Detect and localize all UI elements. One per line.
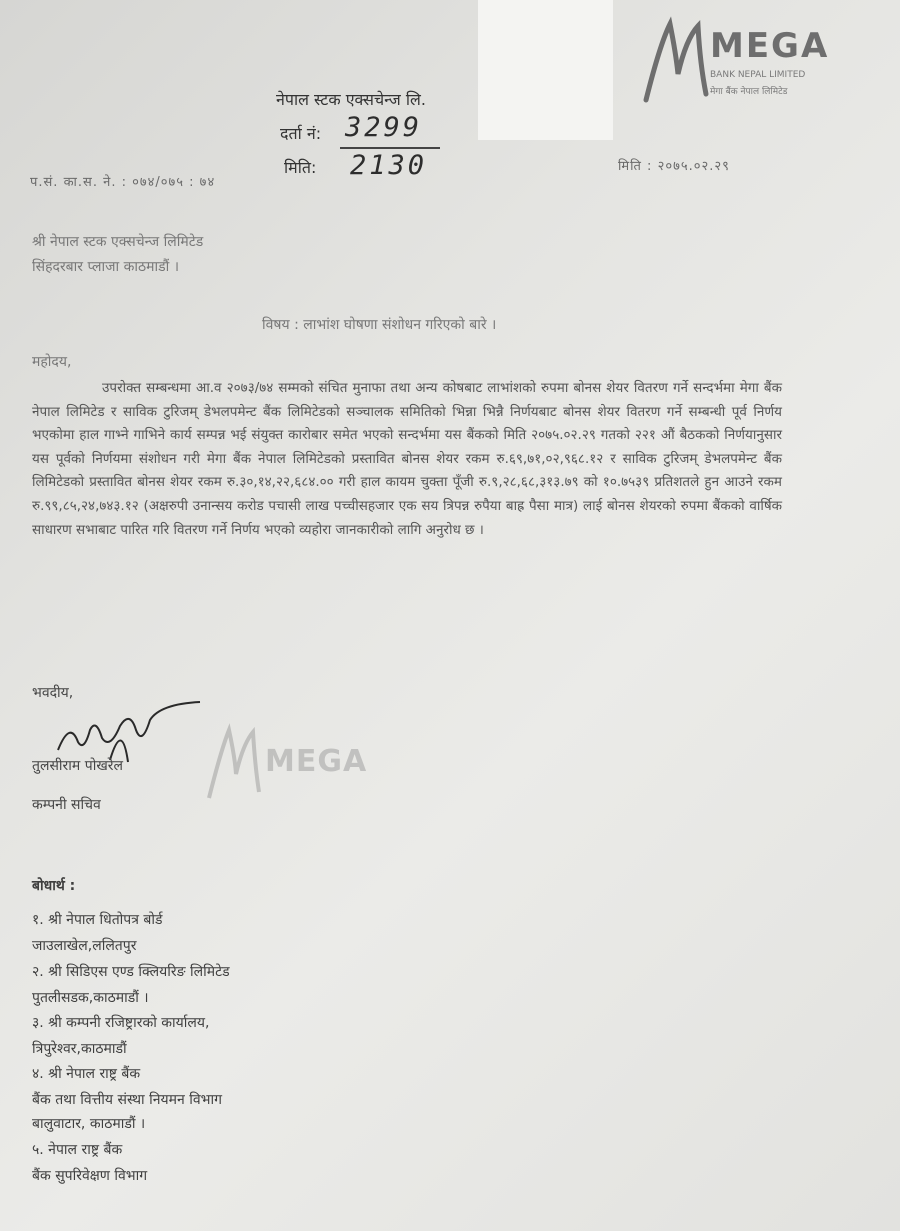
cc-item-1-line1: १. श्री नेपाल धितोपत्र बोर्ड	[32, 912, 163, 928]
letter-date: मिति : २०७५.०२.२९	[618, 159, 730, 174]
bank-logo	[640, 14, 870, 124]
stamp-line	[340, 147, 440, 149]
cc-item-4-line2: बैंक तथा वित्तीय संस्था नियमन विभाग	[32, 1092, 222, 1108]
cc-item-5-line1: ५. नेपाल राष्ट्र बैंक	[32, 1142, 123, 1158]
stamp-title: नेपाल स्टक एक्सचेन्ज लि.	[276, 90, 426, 109]
mega-logo-icon	[640, 14, 715, 104]
cc-item-5-line2: बैंक सुपरिवेक्षण विभाग	[32, 1168, 148, 1184]
cc-item-3-line1: ३. श्री कम्पनी रजिष्ट्रारको कार्यालय,	[32, 1015, 210, 1031]
cc-item-2-line2: पुतलीसडक,काठमाडौं ।	[32, 990, 149, 1006]
closing-regards: भवदीय,	[32, 685, 74, 701]
salutation: महोदय,	[32, 354, 72, 370]
watermark-logo-icon	[205, 722, 265, 802]
logo-text: MEGA	[710, 26, 830, 66]
paper-fold	[478, 0, 613, 140]
stamp-reg-label: दर्ता नं:	[280, 124, 322, 143]
recipient-line1: श्री नेपाल स्टक एक्सचेन्ज लिमिटेड	[32, 234, 204, 250]
cc-item-3-line2: त्रिपुरेश्वर,काठमाडौं	[32, 1041, 127, 1057]
cc-item-4-line1: ४. श्री नेपाल राष्ट्र बैंक	[32, 1066, 141, 1082]
watermark-text: MEGA	[265, 744, 368, 779]
watermark-logo	[205, 722, 405, 822]
cc-item-1-line2: जाउलाखेल,ललितपुर	[32, 938, 137, 954]
logo-tagline-en: BANK NEPAL LIMITED	[710, 70, 806, 80]
letter-body: उपरोक्त सम्बन्धमा आ.व २०७३/७४ सम्मको संचित मुनाफा तथा अन्य कोषबाट लाभांशको रुपमा बोनस शेयर वितरण गर्ने सन्दर्भमा मेगा बैंक नेपाल लिमिटेड र साविक टुरिजम् डेभलपमेन्ट बैंक लिमिटेडको सञ्चालक समितिको भिन्ना भिन्नै निर्णयबाट बोनस शेयर वितरण गर्ने सम्बन्धी पूर्व निर्णय भएकोमा हाल गाभ्ने गाभिने कार्य सम्पन्न भई संयुक्त कारोबार समेत भएको सन्दर्भमा यस बैंकको मिति २०७५.०२.२९ गतको २२१ औं बैठकको निर्णयानुसार यस पूर्वको निर्णयमा संशोधन गरी मेगा बैंक नेपाल लिमिटेडको प्रस्तावित बोनस शेयर रकम रु.६९,७१,०२,९६८.१२ र साविक टुरिजम् डेभलपमेन्ट बैंक लिमिटेडको प्रस्तावित बोनस शेयर रकम रु.३०,१४,२२,६८४.०० गरी हाल कायम चुक्ता पूँजी रु.९,२८,६८,३१३.७९ को १०.७५३९ प्रतिशतले हुन आउने रकम रु.९९,८५,२४,७४३.१२ (अक्षरुपी उनान्सय करोड पचासी लाख पच्चीसहजार एक सय त्रिपन्न रुपैया बाह्र पैसा मात्र) लाई बोनस शेयरको रुपमा बैंकको वार्षिक साधारण सभाबाट पारित गरि वितरण गर्ने निर्णय भएको व्यहोरा जानकारीको लागि अनुरोध छ ।	[32, 380, 782, 538]
cc-title: बोधार्थ :	[32, 878, 76, 894]
signatory-designation: कम्पनी सचिव	[32, 797, 101, 813]
cc-item-2-line1: २. श्री सिडिएस एण्ड क्लियरिङ लिमिटेड	[32, 964, 230, 980]
logo-tagline-np: मेगा बैंक नेपाल लिमिटेड	[710, 87, 788, 97]
stamp-reg-value: 3299	[345, 112, 423, 143]
reference-number: प.सं. का.स. ने. : ०७४/०७५ : ७४	[30, 175, 216, 190]
cc-item-4-line3: बालुवाटार, काठमाडौं ।	[32, 1116, 146, 1132]
recipient-line2: सिंहदरबार प्लाजा काठमाडौं ।	[32, 259, 180, 275]
signatory-name: तुलसीराम पोखरेल	[32, 758, 123, 774]
stamp-date-label: मिति:	[284, 158, 317, 177]
subject-line: विषय : लाभांश घोषणा संशोधन गरिएको बारे ।	[262, 317, 497, 333]
stamp-date-value: 2130	[350, 150, 428, 181]
